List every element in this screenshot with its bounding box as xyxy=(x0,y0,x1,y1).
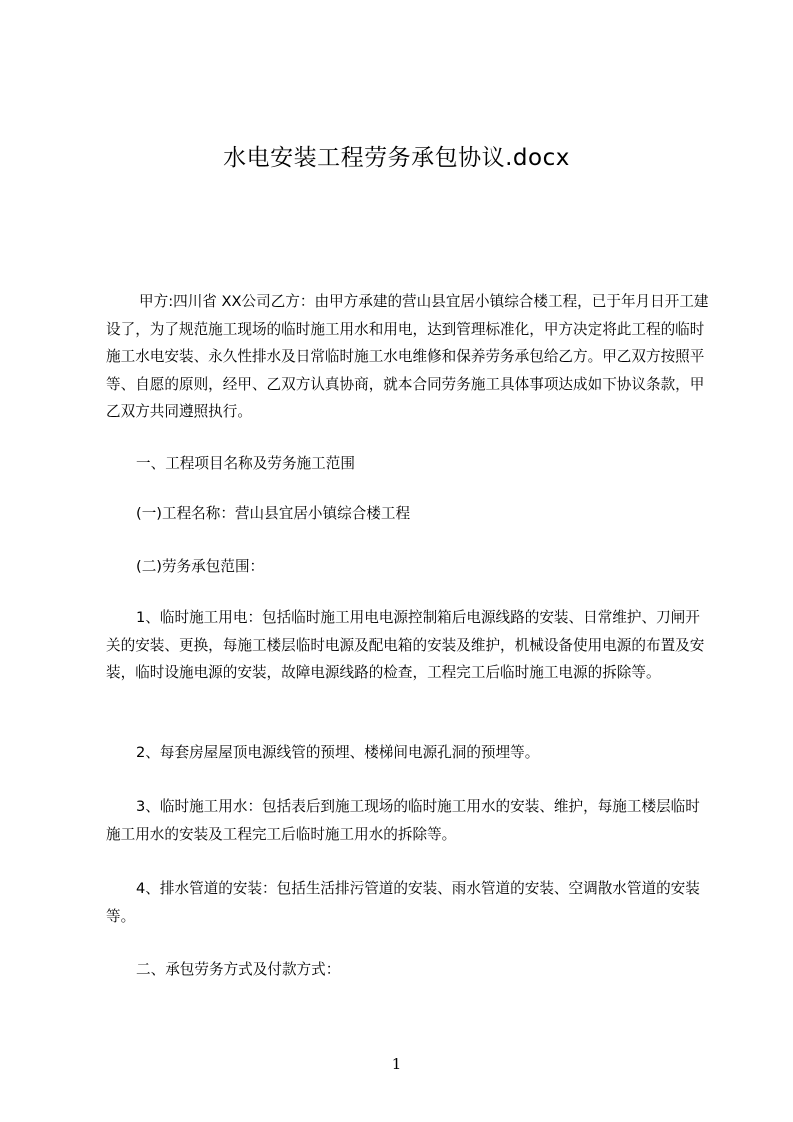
scope-heading: (二)劳务承包范围： xyxy=(136,558,265,575)
project-name-line: (一)工程名称：营山县宜居小镇综合楼工程 xyxy=(136,505,411,522)
section-2-heading: 二、承包劳务方式及付款方式： xyxy=(136,961,341,978)
scope-item-3: 3、临时施工用水：包括表后到施工现场的临时施工用水的安装、维护，每施工楼层临时施工用水的安装及工程完工后临时施工用水的拆除等。 xyxy=(106,798,700,843)
scope-item-2: 2、每套房屋屋顶电源线管的预埋、楼梯间电源孔洞的预埋等。 xyxy=(136,744,540,761)
page-number: 1 xyxy=(391,1055,402,1073)
section-1-heading: 一、工程项目名称及劳务施工范围 xyxy=(136,455,355,472)
scope-item-1: 1、临时施工用电：包括临时施工用电电源控制箱后电源线路的安装、日常维护、刀闸开关的安装、更换，每施工楼层临时电源及配电箱的安装及维护，机械设备使用电源的布置及安装，临时设施电源的安装，故障电源线路的检查，工程完工后临时施工电源的拆除等。 xyxy=(106,609,705,682)
document-title: 水电安装工程劳务承包协议.docx xyxy=(223,145,570,171)
intro-paragraph: 甲方:四川省 XX公司乙方：由甲方承建的营山县宜居小镇综合楼工程，已于年月日开工建设了，为了规范施工现场的临时施工用水和用电，达到管理标准化，甲方决定将此工程的临时施工水电安装、永久性排水及日常临时施工水电维修和保养劳务承包给乙方。甲乙双方按照平等、自愿的原则，经甲、乙双方认真协商，就本合同劳务施工具体事项达成如下协议条款，甲乙双方共同遵照执行。 xyxy=(106,293,709,421)
scope-item-4: 4、排水管道的安装：包括生活排污管道的安装、雨水管道的安装、空调散水管道的安装等。 xyxy=(106,880,700,925)
